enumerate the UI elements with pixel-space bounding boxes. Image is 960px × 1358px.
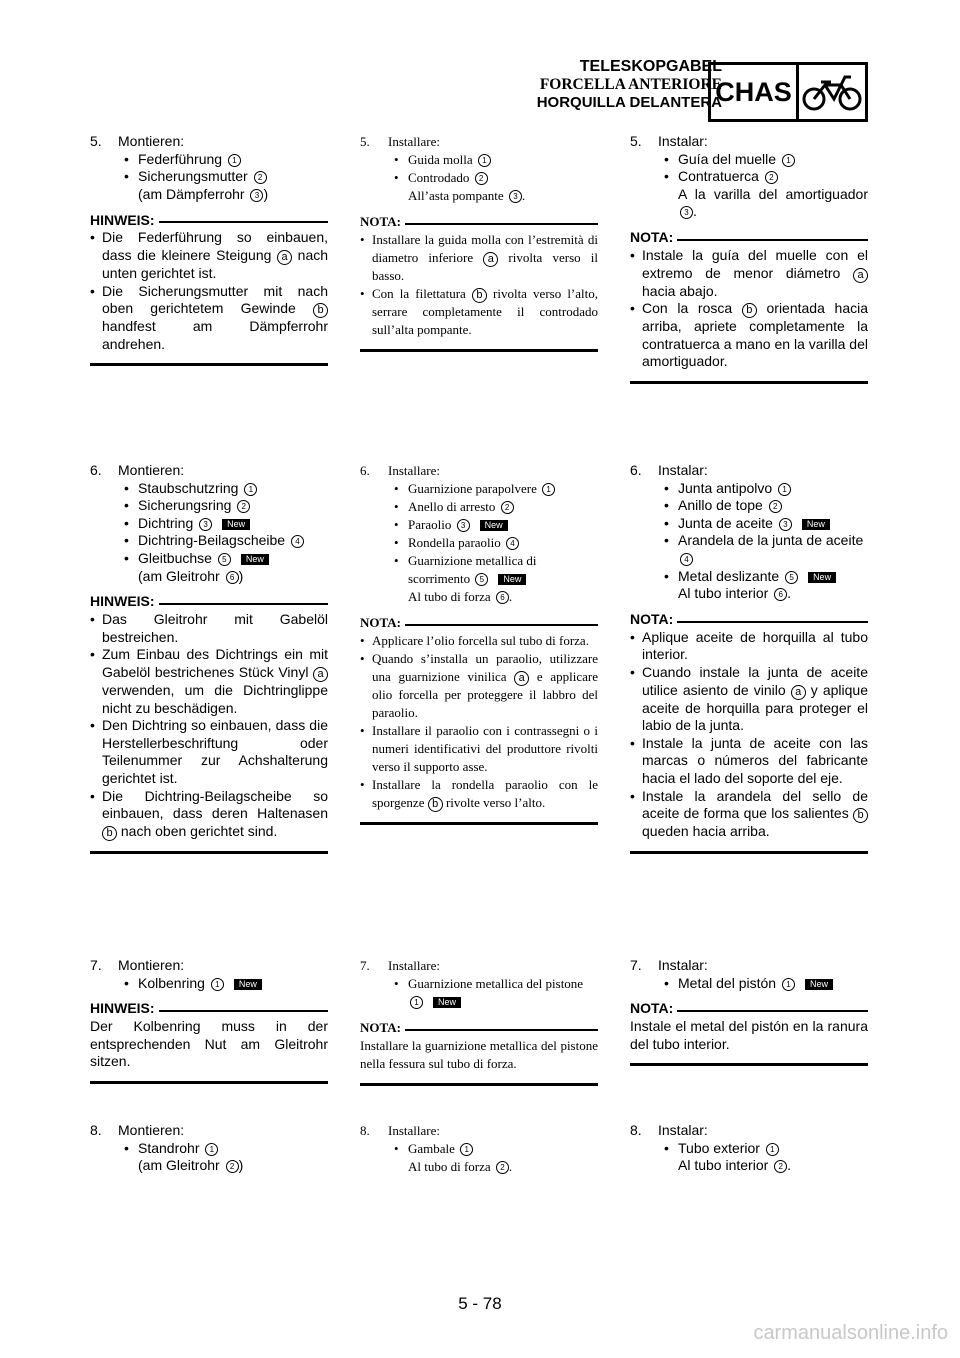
text: Instale el metal del pistón en la ranura del tubo interior.	[630, 1018, 868, 1052]
text: rivolta verso l’alto, serrare completamente il controdado sull’alta pompante.	[372, 286, 599, 337]
callout-number: 2	[501, 501, 514, 514]
list-item	[360, 534, 598, 552]
text: Montieren:	[118, 1122, 185, 1138]
text: e applicare olio forcella per proteggere il labbro del paraolio.	[372, 669, 599, 720]
it-note-5	[360, 213, 598, 352]
callout-number: 3	[457, 519, 470, 532]
de-note-5	[90, 211, 328, 366]
note-bullet	[630, 788, 868, 841]
note-header	[90, 211, 328, 229]
title-es: HORQUILLA DELANTERA	[536, 94, 722, 111]
text	[630, 1157, 868, 1175]
new-badge: New	[805, 979, 833, 990]
motorcycle-icon	[799, 65, 865, 119]
text: )	[238, 567, 244, 584]
text: Guarnizione parapolvere	[408, 481, 537, 496]
text: Contratuerca	[678, 168, 759, 185]
note-bullet: • Den Dichtring so einbauen, dass die Herstellerbeschriftung oder Teilenummer zur Achshalterung gerichtet ist.	[90, 717, 328, 787]
text: queden hacia arriba.	[642, 823, 770, 840]
new-badge: New	[802, 519, 830, 530]
callout-number: 3	[779, 518, 792, 531]
text: Sicherungsmutter	[138, 168, 248, 185]
text: Installare:	[388, 463, 440, 478]
list-item	[90, 168, 328, 186]
callout-number: b	[472, 288, 487, 303]
text	[360, 588, 598, 606]
callout-number: 6	[226, 571, 239, 584]
chas-section-box	[708, 62, 868, 122]
es-step-8	[630, 1122, 868, 1175]
list-item	[90, 151, 328, 169]
text: Arandela de la junta de aceite	[678, 532, 864, 549]
note-end-rule	[630, 381, 868, 384]
callout-number: b	[102, 826, 117, 841]
it-step-7	[360, 957, 598, 1086]
text: Kolbenring	[138, 974, 205, 991]
text: )	[263, 185, 269, 202]
text: verwenden, um die Dichtringlippe nicht zu beschädigen.	[102, 681, 328, 716]
note-end-rule	[630, 1063, 868, 1066]
note-bullet: • Applicare l’olio forcella sul tubo di forza.	[360, 632, 598, 650]
note-rule	[159, 603, 328, 605]
callout-number: 4	[506, 537, 519, 550]
callout-number: a	[313, 667, 328, 682]
text: Installare la guarnizione metallica del pistone nella fessura sul tubo di forza.	[360, 1038, 598, 1071]
note-bullet: • Aplique aceite de horquilla al tubo interior.	[630, 629, 868, 664]
text: Junta antipolvo	[678, 479, 773, 496]
list-item	[360, 151, 598, 169]
note-end-rule	[90, 851, 328, 854]
note-rule	[405, 624, 598, 626]
text: Instalar:	[658, 1122, 708, 1138]
callout-number: a	[791, 685, 806, 700]
new-badge: New	[222, 519, 250, 530]
it-step-6	[360, 462, 598, 825]
note-end-rule	[360, 822, 598, 825]
text: Die Federführung so einbauen, dass die kleinere Steigung	[102, 229, 328, 263]
text: Dichtring	[138, 514, 194, 531]
text: Dichtring-Beilagscheibe	[138, 532, 286, 549]
list-item	[630, 515, 868, 533]
callout-number: 2	[237, 500, 250, 513]
text: Guarnizione metallica di scorrimento	[408, 553, 537, 586]
list-item	[90, 975, 328, 993]
callout-number: 1	[542, 483, 555, 496]
new-badge: New	[480, 520, 508, 531]
note-bullet	[360, 231, 598, 285]
text: hacia abajo.	[642, 282, 718, 299]
callout-number: 1	[782, 978, 795, 991]
text: Con la rosca	[642, 300, 733, 317]
text: NOTA:	[630, 610, 674, 627]
callout-number: 1	[766, 1143, 779, 1156]
callout-number: b	[742, 303, 757, 318]
text: Montieren:	[118, 957, 185, 973]
note-bullet: • Installare il paraolio con i contrassegni o i numeri identificativi del produttore rivolti verso il supporto asse.	[360, 722, 598, 776]
text: HINWEIS:	[90, 593, 155, 610]
text: Staubschutzring	[138, 479, 239, 496]
text: Paraolio	[408, 517, 452, 532]
note-header	[630, 611, 868, 629]
title-it: FORCELLA ANTERIORE	[539, 76, 722, 93]
step-number: 6.	[90, 462, 102, 478]
callout-number: b	[428, 797, 443, 812]
note-end-rule	[90, 363, 328, 366]
callout-number: a	[853, 268, 868, 283]
text: Rondella paraolio	[408, 535, 501, 550]
new-badge: New	[433, 997, 461, 1008]
callout-number: 2	[226, 1160, 239, 1173]
note-header	[360, 614, 598, 632]
page-number: 5 - 78	[458, 1294, 502, 1313]
note-rule	[677, 239, 868, 241]
text: )	[238, 1157, 244, 1174]
callout-number: 1	[205, 1143, 218, 1156]
note-end-rule	[360, 1083, 598, 1086]
text: Installare:	[388, 958, 440, 973]
text: Instale la arandela del sello de aceite de forma que los salientes	[642, 787, 868, 822]
note-header	[360, 213, 598, 231]
text: NOTA:	[360, 214, 401, 229]
it-step-8	[360, 1122, 598, 1176]
text: Montieren:	[118, 462, 185, 478]
text: HINWEIS:	[90, 1000, 155, 1017]
new-badge: New	[808, 572, 836, 583]
note-rule	[159, 221, 328, 223]
text	[360, 1122, 598, 1140]
list-item	[630, 568, 868, 586]
callout-number: b	[313, 303, 328, 318]
note-rule	[677, 1010, 868, 1012]
de-step-8	[90, 1122, 328, 1175]
step-number: 6.	[630, 462, 642, 478]
step-number: 7.	[360, 958, 370, 973]
step-number: 8.	[90, 1122, 102, 1138]
list-item	[90, 515, 328, 533]
callout-number: 3	[680, 206, 693, 219]
note-header	[90, 593, 328, 611]
new-badge: New	[241, 554, 269, 565]
callout-number: 1	[410, 996, 423, 1009]
text: Die Dichtring-Beilagscheibe so einbauen, dass deren Haltenasen	[102, 787, 328, 822]
text: Junta de aceite	[678, 514, 773, 531]
step-number: 5.	[360, 134, 370, 149]
text: Installare la rondella paraolio con le sporgenze	[372, 777, 598, 810]
text: Controdado	[408, 170, 470, 185]
step-number: 8.	[630, 1122, 642, 1138]
callout-number: 6	[496, 591, 509, 604]
text: Anello di arresto	[408, 499, 496, 514]
list-item	[630, 151, 868, 169]
text	[360, 957, 598, 975]
list-item	[630, 480, 868, 498]
text: .	[787, 1157, 792, 1174]
text: All’asta pompante	[408, 188, 504, 203]
list-item	[360, 516, 598, 534]
list-item	[360, 480, 598, 498]
text	[90, 1122, 328, 1140]
note-header	[360, 1019, 598, 1037]
text: NOTA:	[630, 229, 674, 246]
list-item	[90, 497, 328, 515]
text: .	[521, 188, 526, 203]
text: Al tubo di forza	[408, 1159, 491, 1174]
list-item	[630, 168, 868, 186]
text: Guía del muelle	[678, 150, 777, 167]
callout-number: b	[853, 808, 868, 823]
text: Instalar:	[658, 462, 708, 478]
text	[360, 187, 598, 205]
list-item	[90, 1140, 328, 1158]
list-item	[90, 550, 328, 568]
callout-number: 3	[509, 190, 522, 203]
callout-number: a	[277, 250, 292, 265]
text: Metal del pistón	[678, 974, 777, 991]
es-note-5	[630, 229, 868, 384]
note-rule	[159, 1010, 328, 1012]
note-bullet: • Das Gleitrohr mit Gabelöl bestreichen.	[90, 611, 328, 646]
note-bullet	[360, 650, 598, 722]
list-item	[360, 498, 598, 516]
new-badge: New	[498, 574, 526, 585]
de-note-6	[90, 593, 328, 854]
es-step-6	[630, 462, 868, 854]
list-item	[90, 532, 328, 550]
text: (am Gleitrohr	[138, 567, 220, 584]
text: Anillo de tope	[678, 497, 763, 514]
step-number: 7.	[90, 957, 102, 973]
list-item	[360, 169, 598, 187]
callout-number: 2	[254, 171, 267, 184]
text	[90, 462, 328, 480]
step-number: 5.	[630, 133, 642, 149]
new-badge: New	[234, 979, 262, 990]
text: rivolta verso il basso.	[372, 250, 598, 283]
text	[90, 568, 328, 586]
note-header	[630, 1000, 868, 1018]
callout-number: 1	[460, 1143, 473, 1156]
callout-number: 4	[291, 535, 304, 548]
list-item	[630, 497, 868, 515]
callout-number: 1	[782, 154, 795, 167]
note-bullet	[90, 646, 328, 717]
text: Guarnizione metallica del pistone	[408, 976, 584, 991]
text	[360, 1158, 598, 1176]
note-rule	[405, 1029, 598, 1031]
text: Al tubo interior	[678, 585, 769, 602]
text: nach oben gerichtet sind.	[120, 822, 278, 839]
text: Installare:	[388, 1123, 440, 1138]
note-bullet	[360, 285, 598, 339]
callout-number: 5	[475, 573, 488, 586]
step-number: 8.	[360, 1123, 370, 1138]
text: NOTA:	[360, 615, 401, 630]
callout-number: 1	[211, 978, 224, 991]
page-header	[537, 58, 722, 112]
text: Instalar:	[658, 133, 708, 149]
title-de: TELESKOPGABEL	[579, 58, 722, 75]
text: Guida molla	[408, 152, 473, 167]
text: (am Dämpferrohr	[138, 185, 245, 202]
text: Die Sicherungsmutter mit nach oben gerichtetem Gewinde	[102, 282, 328, 317]
note-rule	[405, 223, 598, 225]
text: Cuando instale la junta de aceite utilice asiento de vinilo	[642, 663, 868, 698]
text	[801, 72, 863, 112]
es-step-5	[630, 133, 868, 384]
note-rule	[677, 621, 868, 623]
text	[630, 585, 868, 603]
text	[90, 1157, 328, 1175]
text: rivolte verso l’alto.	[445, 795, 546, 810]
note-bullet	[90, 788, 328, 841]
text	[90, 133, 328, 151]
note-bullet	[90, 283, 328, 354]
it-note-6	[360, 614, 598, 825]
callout-number: 1	[778, 483, 791, 496]
text: HINWEIS:	[90, 211, 155, 228]
note-bullet	[90, 229, 328, 282]
text: Gambale	[408, 1141, 455, 1156]
list-item	[360, 1140, 598, 1158]
es-note-6	[630, 611, 868, 854]
note-end-rule	[360, 349, 598, 352]
text: Quando s’installa un paraolio, utilizzare una guarnizione vinilica	[372, 651, 598, 684]
text: NOTA:	[630, 1000, 674, 1017]
list-item	[630, 1140, 868, 1158]
text	[360, 993, 598, 1011]
list-item	[630, 975, 868, 993]
text: handfest am Dämpferrohr andrehen.	[102, 318, 328, 352]
text: Gleitbuchse	[138, 549, 212, 566]
note-bullet	[630, 664, 868, 735]
note-header	[630, 229, 868, 247]
it-step-5	[360, 133, 598, 352]
text: Sicherungsring	[138, 497, 232, 514]
text: Montieren:	[118, 133, 185, 149]
text: Instale la guía del muelle con el extremo de menor diámetro	[642, 246, 868, 281]
text: .	[787, 585, 792, 602]
de-step-6	[90, 462, 328, 854]
callout-number: 1	[228, 154, 241, 167]
text: Installare la guida molla con l’estremità di diametro inferiore	[372, 232, 598, 265]
de-note-7	[90, 1000, 328, 1084]
list-item	[360, 975, 598, 993]
note-end-rule	[90, 1081, 328, 1084]
text: Metal deslizante	[678, 567, 780, 584]
es-step-7	[630, 957, 868, 1066]
note-header	[90, 1000, 328, 1018]
text	[360, 133, 598, 151]
note-bullet	[630, 300, 868, 371]
text	[90, 186, 328, 204]
callout-number: 5	[785, 571, 798, 584]
text	[360, 462, 598, 480]
callout-number: 5	[218, 553, 231, 566]
text: Der Kolbenring muss in der entsprechenden Nut am Gleitrohr sitzen.	[90, 1018, 328, 1070]
text: Federführung	[138, 150, 223, 167]
note-end-rule	[630, 851, 868, 854]
note-bullet: • Instale la junta de aceite con las marcas o números del fabricante hacia el lado del soporte del eje.	[630, 735, 868, 788]
text: Con la filettatura	[372, 286, 466, 301]
text: .	[508, 1159, 513, 1174]
text: .	[693, 203, 697, 220]
step-number: 6.	[360, 463, 370, 478]
text: NOTA:	[360, 1020, 401, 1035]
step-number: 5.	[90, 133, 102, 149]
text: Standrohr	[138, 1139, 200, 1156]
text: y aplique aceite de horquilla para proteger el labio de la junta.	[642, 681, 869, 734]
note-bullet	[360, 776, 598, 812]
it-note-7	[360, 1019, 598, 1086]
text	[630, 1122, 868, 1140]
list-item	[90, 480, 328, 498]
list-item	[360, 552, 598, 588]
step-number: 7.	[630, 957, 642, 973]
text: Al tubo di forza	[408, 589, 491, 604]
text: A la varilla del amortiguador	[678, 185, 868, 202]
text: Zum Einbau des Dichtrings ein mit Gabelöl bestrichenes Stück Vinyl	[102, 646, 328, 680]
es-note-7	[630, 1000, 868, 1066]
callout-number: 1	[244, 483, 257, 496]
callout-number: 3	[250, 189, 263, 202]
list-item	[630, 532, 868, 567]
callout-number: 6	[774, 588, 787, 601]
callout-number: 1	[478, 154, 491, 167]
text: Installare:	[388, 134, 440, 149]
callout-number: a	[514, 671, 529, 686]
chas-label: CHAS	[711, 65, 799, 119]
text: nach unten gerichtet ist.	[102, 246, 329, 281]
callout-number: 2	[774, 1160, 787, 1173]
callout-number: a	[483, 252, 498, 267]
text: Tubo exterior	[678, 1139, 760, 1156]
watermark: carmanualsonline.info	[753, 1322, 948, 1344]
text: .	[508, 589, 513, 604]
text	[630, 957, 868, 975]
callout-number: 2	[475, 172, 488, 185]
callout-number: 2	[769, 500, 782, 513]
text: Al tubo interior	[678, 1157, 769, 1174]
callout-number: 4	[680, 553, 693, 566]
de-step-5	[90, 133, 328, 366]
note-bullet	[630, 247, 868, 300]
text: Instalar:	[658, 957, 708, 973]
de-step-7	[90, 957, 328, 1084]
text	[630, 462, 868, 480]
text: orientada hacia arriba, apriete completamente la contratuerca a mano en la varilla del amortiguador.	[642, 300, 869, 370]
text	[630, 186, 868, 221]
text	[90, 957, 328, 975]
callout-number: 2	[765, 171, 778, 184]
text	[630, 133, 868, 151]
callout-number: 3	[199, 518, 212, 531]
callout-number: 2	[496, 1161, 509, 1174]
text: (am Gleitrohr	[138, 1157, 220, 1174]
